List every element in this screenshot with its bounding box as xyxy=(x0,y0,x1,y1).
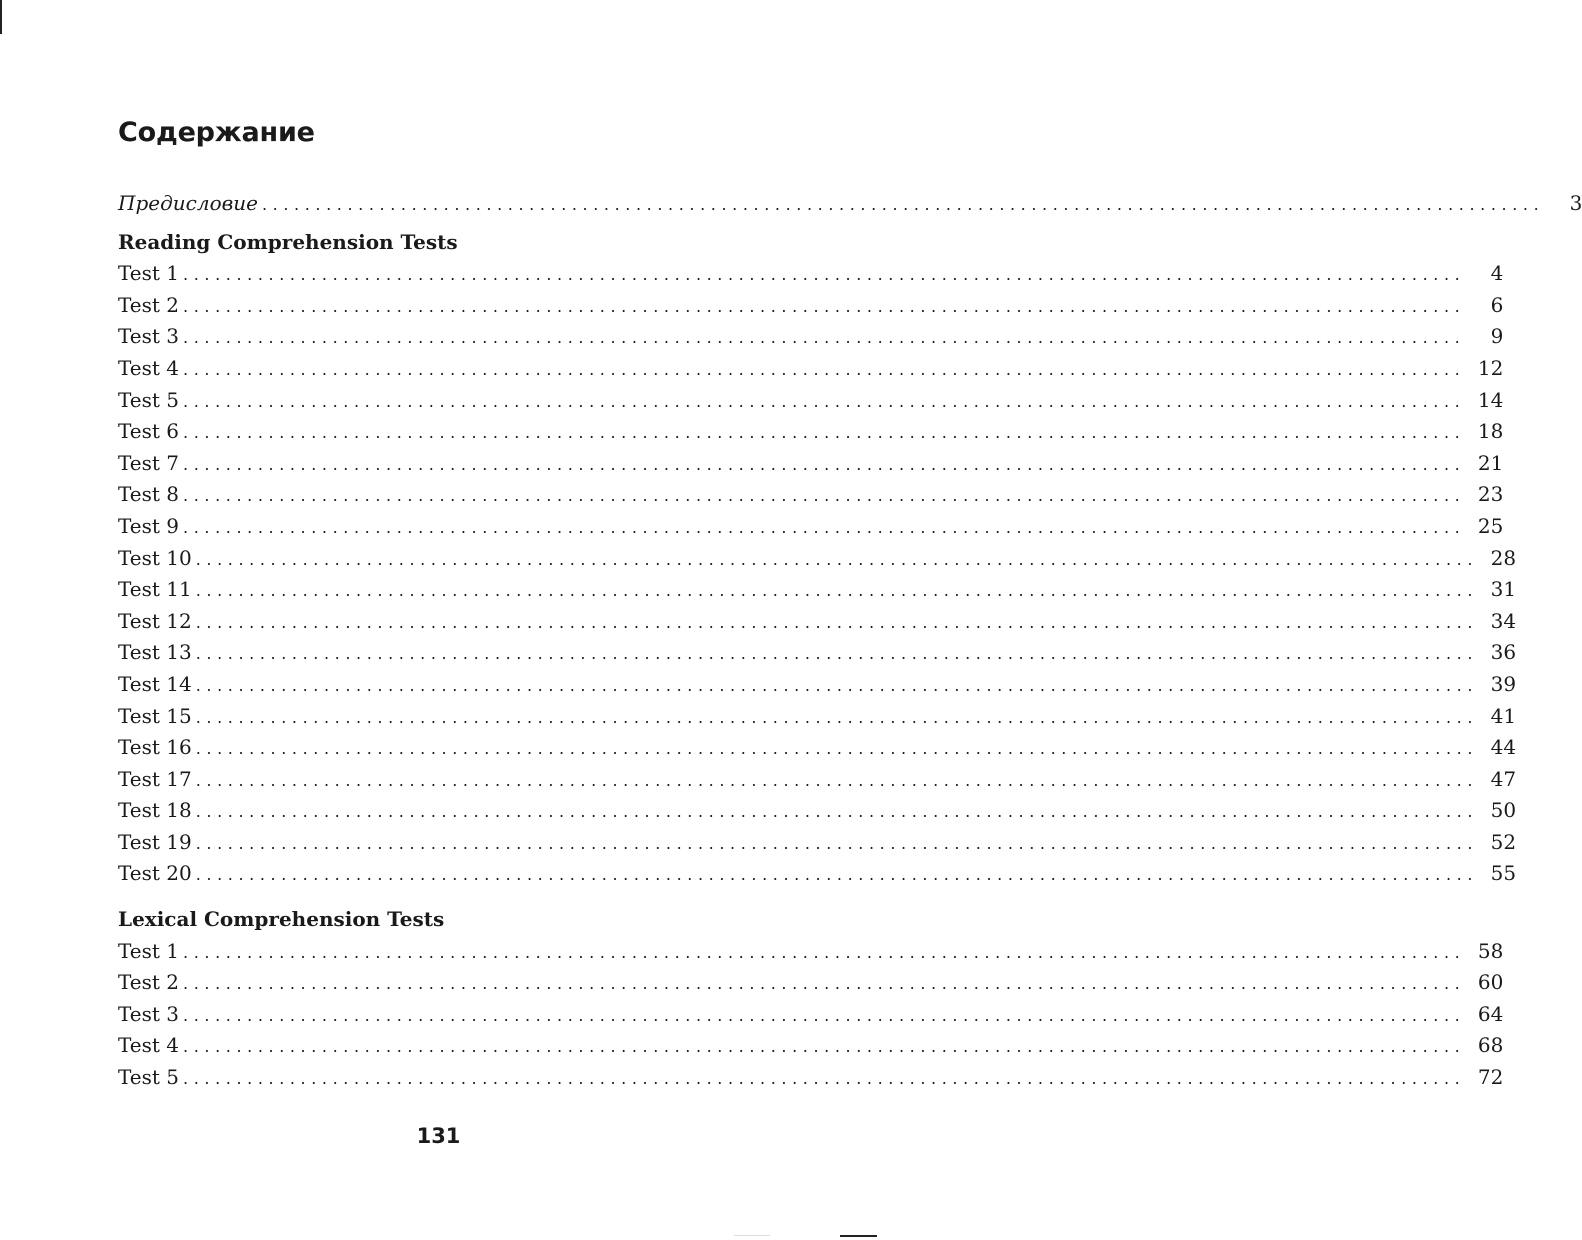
toc-page-number: 55 xyxy=(1490,861,1517,886)
toc-page-number: 6 xyxy=(1490,292,1504,317)
toc-entry-label: Test 8 xyxy=(118,482,180,507)
toc-page-number: 44 xyxy=(1490,735,1517,760)
toc-entry[interactable] xyxy=(118,999,1504,1031)
toc-entry-label: Test 9 xyxy=(118,513,180,538)
toc-page-number: 47 xyxy=(1490,766,1517,791)
toc-entry-label: Test 10 xyxy=(118,545,192,570)
toc-page-number: 12 xyxy=(1477,355,1504,380)
section-title-reading: Reading Comprehension Tests xyxy=(118,229,458,254)
toc-entry[interactable] xyxy=(118,290,1504,322)
toc-page-number: 64 xyxy=(1477,1001,1504,1026)
toc-entry-label: Test 11 xyxy=(118,577,192,602)
dot-leader: ........................................................................................................................ xyxy=(183,1005,1466,1025)
dot-leader: ........................................................................................................................ xyxy=(195,833,1479,853)
toc-page-number: 41 xyxy=(1490,703,1517,728)
toc-entry[interactable] xyxy=(118,1062,1504,1094)
toc-entry[interactable] xyxy=(118,795,1517,827)
toc-entry[interactable] xyxy=(118,574,1517,606)
dot-leader: ........................................................................................................................ xyxy=(183,486,1466,506)
toc-page-number: 3 xyxy=(1569,191,1582,215)
page-title: Содержание xyxy=(118,117,315,148)
crop-mark xyxy=(0,0,2,34)
dot-leader: ........................................................................................................................ xyxy=(183,423,1466,443)
dot-leader: ........................................................................................................................ xyxy=(195,739,1479,759)
toc-entry-preface[interactable] xyxy=(118,188,1582,220)
toc-page-number: 34 xyxy=(1490,608,1517,633)
dot-leader: ........................................................................................................................ xyxy=(183,517,1466,537)
dot-leader: ........................................................................................................................ xyxy=(195,707,1479,727)
toc-entry[interactable] xyxy=(118,701,1517,733)
toc-entry[interactable] xyxy=(118,258,1504,290)
toc-page-number: 23 xyxy=(1477,482,1504,507)
dot-leader: ........................................................................................................................ xyxy=(183,1069,1466,1089)
toc-page-number: 68 xyxy=(1477,1033,1504,1058)
toc-page-number: 72 xyxy=(1477,1065,1504,1090)
toc-entry-label: Test 5 xyxy=(118,387,180,412)
toc-entry-label: Предисловие xyxy=(118,191,258,215)
toc-entry-label: Test 19 xyxy=(118,829,192,854)
dot-leader: ........................................................................................................................ xyxy=(183,296,1466,316)
crop-mark xyxy=(734,1235,770,1236)
dot-leader: ........................................................................................................................ xyxy=(195,581,1479,601)
toc-entry-label: Test 18 xyxy=(118,798,192,823)
toc-page-number: 50 xyxy=(1490,798,1517,823)
dot-leader: ........................................................................................................................ xyxy=(183,454,1466,474)
section-title-lexical: Lexical Comprehension Tests xyxy=(118,907,445,932)
toc-entry-label: Test 16 xyxy=(118,735,192,760)
toc-entry-label: Test 17 xyxy=(118,766,192,791)
table-of-contents xyxy=(118,188,1582,1094)
toc-page-number: 28 xyxy=(1490,545,1517,570)
toc-entry-label: Test 1 xyxy=(118,261,180,286)
toc-entry[interactable] xyxy=(118,606,1517,638)
dot-leader: ........................................................................................................................ xyxy=(195,549,1479,569)
toc-entry-label: Test 2 xyxy=(118,970,180,995)
toc-page-number: 14 xyxy=(1477,387,1504,412)
toc-entry[interactable] xyxy=(118,448,1504,480)
toc-entry[interactable] xyxy=(118,669,1517,701)
toc-entry-label: Test 4 xyxy=(118,355,180,380)
toc-page-number: 52 xyxy=(1490,829,1517,854)
toc-page-number: 60 xyxy=(1477,970,1504,995)
toc-entry[interactable] xyxy=(118,637,1517,669)
toc-entry[interactable] xyxy=(118,936,1504,968)
toc-page-number: 39 xyxy=(1490,671,1517,696)
toc-entry-label: Test 1 xyxy=(118,938,180,963)
page-number: 131 xyxy=(416,1124,461,1148)
dot-leader: ........................................................................................................................ xyxy=(195,675,1479,695)
section-list-reading xyxy=(118,258,1517,890)
dot-leader: ........................................................................................................................ xyxy=(183,1037,1466,1057)
toc-page-number: 9 xyxy=(1490,324,1504,349)
toc-entry-label: Test 5 xyxy=(118,1065,180,1090)
toc-entry[interactable] xyxy=(118,732,1517,764)
toc-entry[interactable] xyxy=(118,479,1504,511)
toc-page-number: 36 xyxy=(1490,640,1517,665)
toc-entry-label: Test 12 xyxy=(118,608,192,633)
toc-entry[interactable] xyxy=(118,416,1504,448)
dot-leader: ........................................................................................................................ xyxy=(195,644,1479,664)
toc-entry[interactable] xyxy=(118,353,1504,385)
section-list-lexical xyxy=(118,936,1504,1094)
dot-leader: ........................................................................................................................ xyxy=(183,974,1466,994)
toc-entry-label: Test 7 xyxy=(118,450,180,475)
toc-entry[interactable] xyxy=(118,543,1517,575)
toc-entry[interactable] xyxy=(118,321,1504,353)
dot-leader: ........................................................................................................................ xyxy=(183,359,1466,379)
toc-page-number: 25 xyxy=(1477,513,1504,538)
toc-entry-label: Test 4 xyxy=(118,1033,180,1058)
toc-page-number: 31 xyxy=(1490,577,1517,602)
crop-mark xyxy=(840,1235,877,1237)
toc-entry[interactable] xyxy=(118,858,1517,890)
dot-leader: ........................................................................................................................ xyxy=(195,770,1479,790)
dot-leader: ........................................................................................................................ xyxy=(195,612,1479,632)
toc-entry[interactable] xyxy=(118,385,1504,417)
dot-leader: ........................................................................................................................ xyxy=(195,802,1479,822)
toc-page-number: 21 xyxy=(1477,450,1504,475)
toc-entry-label: Test 13 xyxy=(118,640,192,665)
toc-entry[interactable] xyxy=(118,511,1504,543)
dot-leader: ........................................................................................................................ xyxy=(261,195,1545,214)
dot-leader: ........................................................................................................................ xyxy=(183,942,1466,962)
toc-page-number: 18 xyxy=(1477,419,1504,444)
toc-entry[interactable] xyxy=(118,827,1517,859)
toc-entry-label: Test 3 xyxy=(118,1001,180,1026)
toc-page-number: 58 xyxy=(1477,938,1504,963)
dot-leader: ........................................................................................................................ xyxy=(183,391,1466,411)
toc-entry-label: Test 6 xyxy=(118,419,180,444)
toc-entry-label: Test 20 xyxy=(118,861,192,886)
toc-entry[interactable] xyxy=(118,764,1517,796)
toc-entry-label: Test 14 xyxy=(118,671,192,696)
dot-leader: ........................................................................................................................ xyxy=(183,265,1466,285)
toc-page-number: 4 xyxy=(1490,261,1504,286)
toc-entry[interactable] xyxy=(118,1030,1504,1062)
toc-entry-label: Test 15 xyxy=(118,703,192,728)
dot-leader: ........................................................................................................................ xyxy=(195,865,1479,885)
dot-leader: ........................................................................................................................ xyxy=(183,328,1466,348)
toc-entry-label: Test 2 xyxy=(118,292,180,317)
toc-entry-label: Test 3 xyxy=(118,324,180,349)
toc-entry[interactable] xyxy=(118,967,1504,999)
